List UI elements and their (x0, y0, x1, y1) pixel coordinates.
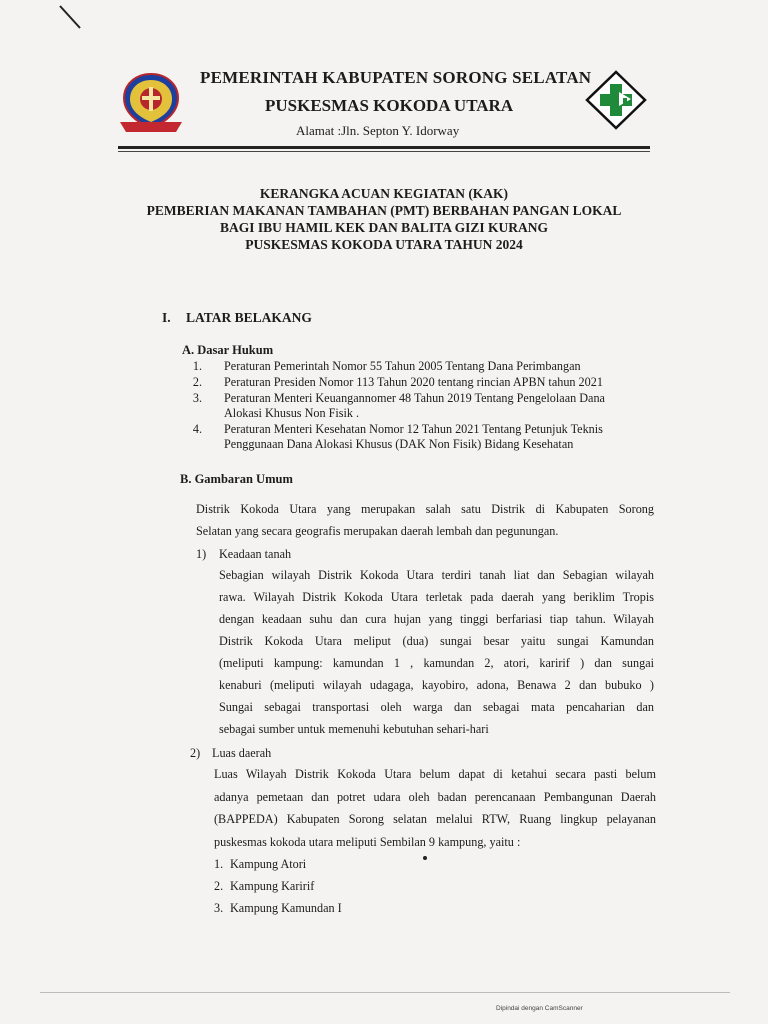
subsection-b-heading: B. Gambaran Umum (180, 472, 293, 486)
law-item-text: Peraturan Menteri Keuangannomer 48 Tahun 2019 Tentang Pengelolaan Dana (224, 391, 605, 405)
letterhead-divider (118, 146, 650, 149)
letterhead-address: Alamat :Jln. Septon Y. Idorway (296, 123, 460, 138)
kampung-number: 3. (214, 901, 224, 915)
regency-emblem-icon (118, 72, 184, 136)
paragraph-line: adanya pemetaan dan potret udara oleh badan perencanaan Pembangunan Daerah (214, 790, 656, 804)
kampung-name: Kampung Kamundan I (230, 901, 342, 915)
law-item-number: 1. (192, 359, 202, 373)
point-number: 1) (196, 547, 207, 561)
letterhead-divider-thin (118, 151, 650, 152)
law-item-text: Peraturan Menteri Kesehatan Nomor 12 Tahun 2021 Tentang Petunjuk Teknis (224, 422, 603, 436)
paragraph-line: (BAPPEDA) Kabupaten Sorong selatan melalui RTW, Ruang lingkup pelayanan (214, 812, 656, 826)
letterhead-subtitle: PUSKESMAS KOKODA UTARA (265, 96, 514, 115)
document-title-line-1: KERANGKA ACUAN KEGIATAN (KAK) (259, 186, 509, 201)
kampung-name: Kampung Karirif (230, 879, 315, 893)
paragraph-line: puskesmas kokoda utara meliputi Sembilan 9 kampung, yaitu : (214, 835, 521, 849)
point-title: Luas daerah (212, 746, 272, 760)
kampung-number: 1. (214, 857, 224, 871)
point-title: Keadaan tanah (219, 547, 292, 561)
section-numeral: I. (162, 310, 171, 325)
paragraph-line: sebagai sumber untuk memenuhi kebutuhan sehari-hari (219, 722, 489, 736)
page-bottom-line (40, 992, 730, 993)
paragraph-line: rawa. Wilayah Distrik Kokoda Utara terletak pada daerah yang beriklim Tropis (219, 590, 654, 604)
puskesmas-logo-icon (585, 70, 647, 130)
speck-mark (423, 856, 427, 860)
paragraph-line: (meliputi kampung: kamundan 1 , kamundan 2, atori, karirif ) dan sungai (219, 656, 654, 670)
point-number: 2) (190, 746, 201, 760)
kampung-number: 2. (214, 879, 224, 893)
section-heading: LATAR BELAKANG (186, 310, 312, 325)
kampung-name: Kampung Atori (230, 857, 307, 871)
law-item-number: 3. (192, 391, 202, 405)
corner-mark-icon (58, 4, 84, 30)
scanner-watermark: Dipindai dengan CamScanner (496, 1005, 583, 1012)
law-item-number: 4. (192, 422, 202, 436)
document-title-line-3: BAGI IBU HAMIL KEK DAN BALITA GIZI KURANG (220, 220, 548, 235)
intro-line: Selatan yang secara geografis merupakan daerah lembah dan pegunungan. (196, 524, 559, 538)
paragraph-line: Luas Wilayah Distrik Kokoda Utara belum dapat di ketahui secara pasti belum (214, 767, 656, 781)
paragraph-line: dengan keadaan suhu dan cura hujan yang tinggi berfariasi tiap tahun. Wilayah (219, 612, 654, 626)
paragraph-line: kenaburi (meliputi wilayah udagaga, kayobiro, adona, Benawa 2 dan bubuko ) (219, 678, 654, 692)
law-item-text: Peraturan Pemerintah Nomor 55 Tahun 2005 Tentang Dana Perimbangan (224, 359, 581, 373)
law-item-number: 2. (192, 375, 202, 389)
document-title-line-4: PUSKESMAS KOKODA UTARA TAHUN 2024 (245, 237, 523, 252)
intro-line: Distrik Kokoda Utara yang merupakan salah satu Distrik di Kabupaten Sorong (196, 502, 654, 516)
law-item-text: Peraturan Presiden Nomor 113 Tahun 2020 tentang rincian APBN tahun 2021 (224, 375, 603, 389)
document-title-line-2: PEMBERIAN MAKANAN TAMBAHAN (PMT) BERBAHAN PANGAN LOKAL (146, 203, 622, 218)
paragraph-line: Distrik Kokoda Utara meliput (dua) sungai besar yaitu sungai Kamundan (219, 634, 654, 648)
subsection-a-heading: A. Dasar Hukum (182, 343, 274, 357)
paragraph-line: Sebagian wilayah Distrik Kokoda Utara terdiri tanah liat dan Sebagian wilayah (219, 568, 654, 582)
letterhead-title: PEMERINTAH KABUPATEN SORONG SELATAN (200, 68, 592, 87)
paragraph-line: Sungai sebagai transportasi oleh warga dan sebagai mata pencaharian dan (219, 700, 654, 714)
law-item-text-cont: Penggunaan Dana Alokasi Khusus (DAK Non Fisik) Bidang Kesehatan (224, 437, 574, 451)
law-item-text-cont: Alokasi Khusus Non Fisik . (224, 406, 360, 420)
